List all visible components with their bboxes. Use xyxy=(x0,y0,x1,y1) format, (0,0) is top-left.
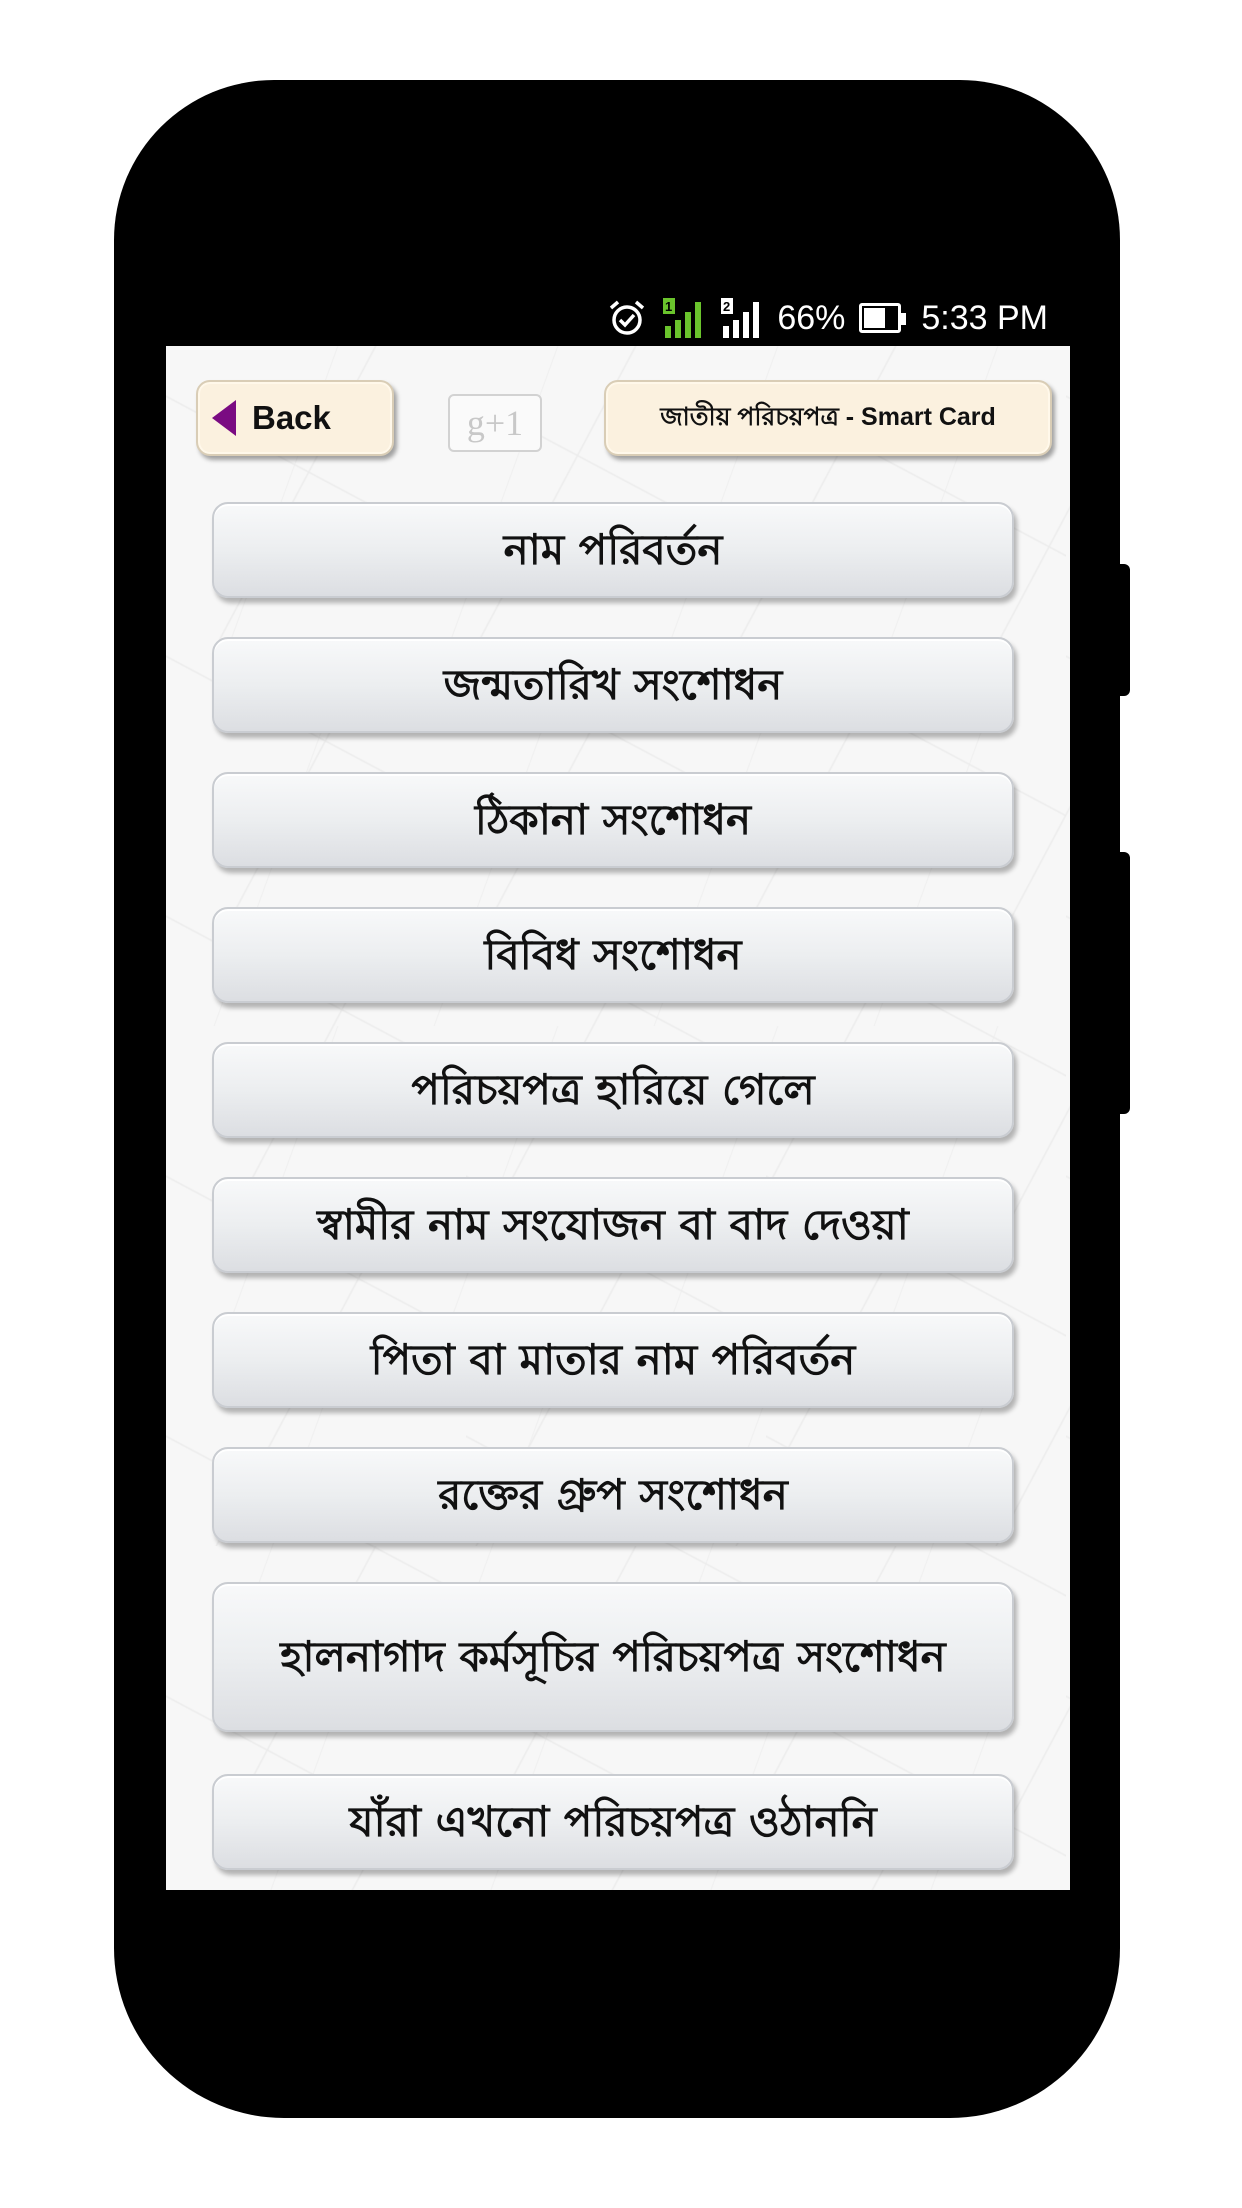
menu-button-label: ঠিকানা সংশোধন xyxy=(474,794,752,844)
menu-button-label: জন্মতারিখ সংশোধন xyxy=(443,659,783,709)
app-title: জাতীয় পরিচয়পত্র - Smart Card xyxy=(660,402,996,431)
menu-button-label: পিতা বা মাতার নাম পরিবর্তন xyxy=(370,1334,856,1384)
menu-button-label: নাম পরিবর্তন xyxy=(503,524,723,574)
battery-icon xyxy=(859,303,901,333)
sim1-signal-icon xyxy=(661,296,705,340)
menu-button-label: যাঁরা এখনো পরিচয়পত্র ওঠাননি xyxy=(349,1796,877,1846)
menu-button[interactable] xyxy=(212,637,1014,733)
phone-side-button xyxy=(1118,564,1130,696)
menu-button-label: বিবিধ সংশোধন xyxy=(484,929,742,979)
battery-fill xyxy=(864,308,885,328)
app-title-button[interactable] xyxy=(604,380,1052,456)
clock: 5:33 PM xyxy=(921,298,1048,337)
alarm-icon xyxy=(607,298,647,338)
svg-text:2: 2 xyxy=(723,299,731,314)
menu-button-label: রক্তের গ্রুপ সংশোধন xyxy=(438,1469,788,1519)
menu-button[interactable] xyxy=(212,1447,1014,1543)
status-bar xyxy=(166,290,1070,346)
menu-button-label: স্বামীর নাম সংযোজন বা বাদ দেওয়া xyxy=(317,1199,909,1249)
menu-button[interactable] xyxy=(212,907,1014,1003)
menu-button[interactable] xyxy=(212,1774,1014,1870)
back-arrow-icon xyxy=(212,400,236,436)
back-button-label: Back xyxy=(252,399,331,436)
sim2-signal-icon xyxy=(719,296,763,340)
menu-button[interactable] xyxy=(212,772,1014,868)
menu-button[interactable] xyxy=(212,502,1014,598)
google-plus-label: g+1 xyxy=(466,403,524,443)
battery-percent: 66% xyxy=(777,298,846,337)
menu-button[interactable] xyxy=(212,1042,1014,1138)
google-plus-one-button[interactable] xyxy=(448,394,542,452)
back-button[interactable] xyxy=(196,380,394,456)
menu-button[interactable] xyxy=(212,1582,1014,1732)
menu-button-label: হালনাগাদ কর্মসূচির পরিচয়পত্র সংশোধন xyxy=(280,1631,946,1681)
phone-volume-button xyxy=(1118,852,1130,1114)
menu-button[interactable] xyxy=(212,1312,1014,1408)
menu-button-label: পরিচয়পত্র হারিয়ে গেলে xyxy=(411,1064,815,1114)
menu-button[interactable] xyxy=(212,1177,1014,1273)
app-screen xyxy=(166,346,1070,1890)
svg-text:1: 1 xyxy=(665,299,673,314)
